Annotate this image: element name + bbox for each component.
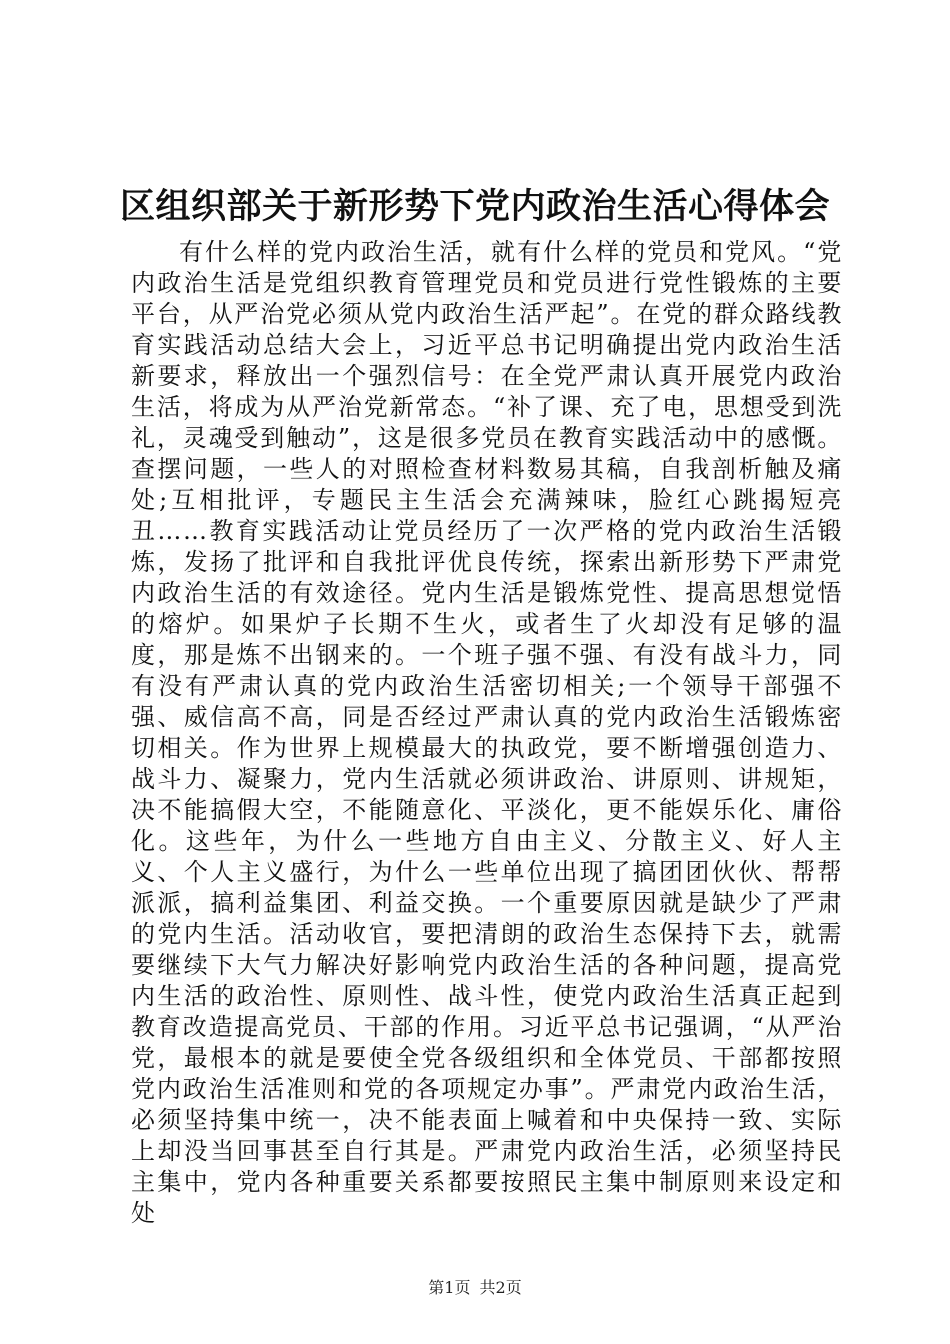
page-footer bbox=[0, 1278, 950, 1298]
page-total: 共2页 bbox=[479, 1278, 522, 1297]
document-body-paragraph: 有什么样的党内政治生活，就有什么样的党员和党风。“党内政治生活是党组织教育管理党员和党员进行党性锻炼的主要平台，从严治党必须从党内政治生活严起”。在党的群众路线教育实践活动总结大会上，习近平总书记明确提出党内政治生活新要求，释放出一个强烈信号：在全党严肃认真开展党内政治生活，将成为从严治党新常态。“补了课、充了电，思想受到洗礼，灵魂受到触动”，这是很多党员在教育实践活动中的感慨。查摆问题，一些人的对照检查材料数易其稿，自我剖析触及痛处;互相批评，专题民主生活会充满辣味，脸红心跳揭短亮丑……教育实践活动让党员经历了一次严格的党内政治生活锻炼，发扬了批评和自我批评优良传统，探索出新形势下严肃党内政治生活的有效途径。党内生活是锻炼党性、提高思想觉悟的熔炉。如果炉子长期不生火，或者生了火却没有足够的温度，那是炼不出钢来的。一个班子强不强、有没有战斗力，同有没有严肃认真的党内政治生活密切相关;一个领导干部强不强、威信高不高，同是否经过严肃认真的党内政治生活锻炼密切相关。作为世界上规模最大的执政党，要不断增强创造力、战斗力、凝聚力，党内生活就必须讲政治、讲原则、讲规矩，决不能搞假大空，不能随意化、平淡化，更不能娱乐化、庸俗化。这些年，为什么一些地方自由主义、分散主义、好人主义、个人主义盛行，为什么一些单位出现了搞团团伙伙、帮帮派派，搞利益集团、利益交换。一个重要原因就是缺少了严肃的党内生活。活动收官，要把清朗的政治生态保持下去，就需要继续下大气力解决好影响党内政治生活的各种问题，提高党内生活的政治性、原则性、战斗性，使党内政治生活真正起到教育改造提高党员、干部的作用。习近平总书记强调，“从严治党，最根本的就是要使全党各级组织和全体党员、干部都按照党内政治生活准则和党的各项规定办事”。严肃党内政治生活，必须坚持集中统一，决不能表面上喊着和中央保持一致、实际上却没当回事甚至自行其是。严肃党内政治生活，必须坚持民主集中，党内各种重要关系都要按照民主集中制原则来设定和处 bbox=[131, 238, 843, 1227]
page-number: 第1页 bbox=[428, 1278, 471, 1297]
document-title: 区组织部关于新形势下党内政治生活心得体会 bbox=[119, 186, 830, 227]
